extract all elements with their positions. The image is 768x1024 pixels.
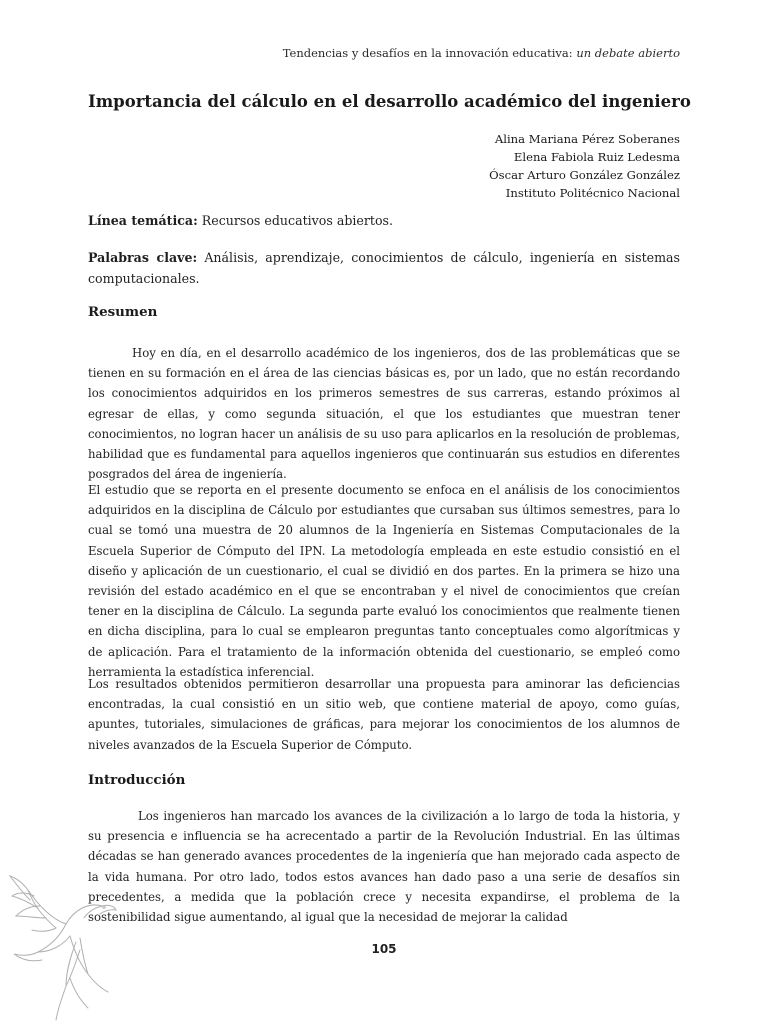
resumen-heading: Resumen	[88, 304, 158, 320]
author-3: Óscar Arturo González González	[489, 168, 680, 182]
introduccion-paragraph-1: Los ingenieros han marcado los avances de la civilización a lo largo de toda la historia, y su presencia e influencia se ha acrecentado a partir de la Revolución Industrial. En las últimas décadas se han generado avances procedentes de la ingeniería que han mejorado cada aspecto de la vida humana. Por otro lado, todos estos avances han dado paso a una serie de desafíos sin precedentes, a medida que la población crece y necesita expandirse, el problema de la sostenibilidad sigue aumentando, al igual que la necesidad de mejorar la calidad	[88, 809, 680, 925]
author-2: Elena Fabiola Ruiz Ledesma	[513, 150, 680, 164]
palabras-value: Análisis, aprendizaje, conocimientos de cálculo, ingeniería en sistemas computacionales.	[88, 250, 680, 286]
linea-value: Recursos educativos abiertos.	[197, 213, 394, 228]
affiliation: Instituto Politécnico Nacional	[505, 186, 680, 200]
palabras-clave	[88, 247, 680, 289]
resumen-paragraph-1: Hoy en día, en el desarrollo académico de los ingenieros, dos de las problemáticas que se tienen en su formación en el área de las ciencias básicas es, por un lado, que no están recordando los conocimientos adquiridos en los primeros semestres de sus carreras, estando próximos al egresar de ellas, y como segunda situación, el que los estudiantes que muestran tener conocimientos, no logran hacer un análisis de su uso para aplicarlos en la resolución de problemas, habilidad que es fundamental para aquellos ingenieros que continuarán sus estudios en diferentes posgrados del área de ingeniería.	[88, 346, 680, 482]
introduccion-heading: Introducción	[88, 772, 186, 788]
page-number: 105	[371, 942, 397, 956]
resumen-paragraph-3: Los resultados obtenidos permitieron desarrollar una propuesta para aminorar las deficiencias encontradas, la cual consistió en un sitio web, que contiene material de apoyo, como guías, apuntes, tutoriales, simulaciones de gráficas, para mejorar los conocimientos de los alumnos de niveles avanzados de la Escuela Superior de Cómputo.	[88, 677, 680, 752]
linea-label: Línea temática:	[88, 213, 198, 228]
author-1: Alina Mariana Pérez Soberanes	[494, 132, 680, 146]
running-head-italic: un debate abierto	[576, 46, 680, 60]
running-head-text: Tendencias y desafíos en la innovación educativa:	[282, 46, 577, 60]
linea-tematica	[88, 210, 680, 231]
resumen-paragraph-2: El estudio que se reporta en el presente documento se enfoca en el análisis de los conocimientos adquiridos en la disciplina de Cálculo por estudiantes que cursaban sus últimos semestres, para lo cual se tomó una muestra de 20 alumnos de la Ingeniería en Sistemas Computacionales de la Escuela Superior de Cómputo del IPN. La metodología empleada en este estudio consistió en el diseño y aplicación de un cuestionario, el cual se dividió en dos partes. En la primera se hizo una revisión del estado académico en el que se encontraban y el nivel de conocimientos que creían tener en la disciplina de Cálculo. La segunda parte evaluó los conocimientos que realmente tienen en dicha disciplina, para lo cual se emplearon preguntas tanto conceptuales como algorítmicas y de aplicación. Para el tratamiento de la información obtenida del cuestionario, se empleó como herramienta la estadística inferencial.	[88, 483, 680, 679]
paper-title: Importancia del cálculo en el desarrollo académico del ingeniero	[88, 92, 691, 111]
palabras-label: Palabras clave:	[88, 250, 198, 265]
running-head	[283, 46, 680, 60]
author-block	[489, 130, 680, 202]
